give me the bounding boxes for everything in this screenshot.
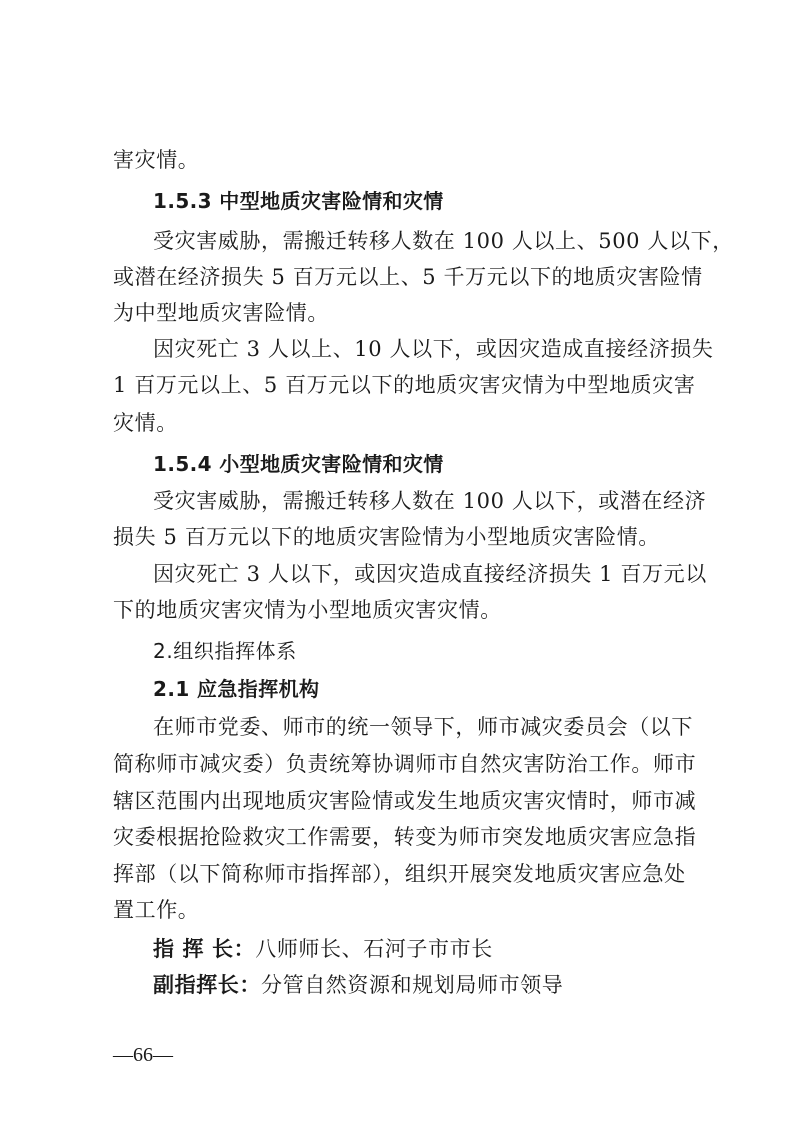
commander-value: 八师师长、石河子市市长 xyxy=(255,937,493,961)
text-line: 辖区范围内出现地质灾害险情或发生地质灾害灾情时，师市减 xyxy=(113,789,697,813)
text-line: 为中型地质灾害险情。 xyxy=(113,301,329,325)
section-heading-2: 2.组织指挥体系 xyxy=(153,639,297,663)
text-line: 下的地质灾害灾情为小型地质灾害灾情。 xyxy=(113,598,502,622)
commander-label: 指 挥 长： xyxy=(153,937,256,961)
section-heading-1-5-4: 1.5.4 小型地质灾害险情和灾情 xyxy=(153,452,444,476)
text-line: 挥部（以下简称师市指挥部），组织开展突发地质灾害应急处 xyxy=(113,862,686,886)
page-number: —66— xyxy=(113,1044,173,1066)
text-line: 置工作。 xyxy=(113,898,200,922)
commander-row xyxy=(153,935,493,963)
deputy-commander-value: 分管自然资源和规划局师市领导 xyxy=(261,973,564,997)
text-line: 受灾害威胁，需搬迁转移人数在 100 人以上、500 人以下， xyxy=(153,229,734,253)
text-line: 1 百万元以上、5 百万元以下的地质灾害灾情为中型地质灾害 xyxy=(113,373,696,397)
text-line: 灾委根据抢险救灾工作需要，转变为师市突发地质灾害应急指 xyxy=(113,825,697,849)
text-line: 因灾死亡 3 人以下，或因灾造成直接经济损失 1 百万元以 xyxy=(153,562,707,586)
text-line: 灾情。 xyxy=(113,411,178,435)
text-line: 害灾情。 xyxy=(113,148,200,172)
text-line: 损失 5 百万元以下的地质灾害险情为小型地质灾害险情。 xyxy=(113,525,660,549)
text-line: 在师市党委、师市的统一领导下，师市减灾委员会（以下 xyxy=(153,715,693,739)
text-line: 简称师市减灾委）负责统筹协调师市自然灾害防治工作。师市 xyxy=(113,752,697,776)
text-line: 受灾害威胁，需搬迁转移人数在 100 人以下，或潜在经济 xyxy=(153,489,707,513)
text-line: 因灾死亡 3 人以上、10 人以下，或因灾造成直接经济损失 xyxy=(153,337,714,361)
section-heading-1-5-3: 1.5.3 中型地质灾害险情和灾情 xyxy=(153,189,444,213)
section-heading-2-1: 2.1 应急指挥机构 xyxy=(153,677,320,701)
text-line: 或潜在经济损失 5 百万元以上、5 千万元以下的地质灾害险情 xyxy=(113,265,703,289)
deputy-commander-label: 副指挥长： xyxy=(153,973,261,997)
deputy-commander-row xyxy=(153,971,563,999)
